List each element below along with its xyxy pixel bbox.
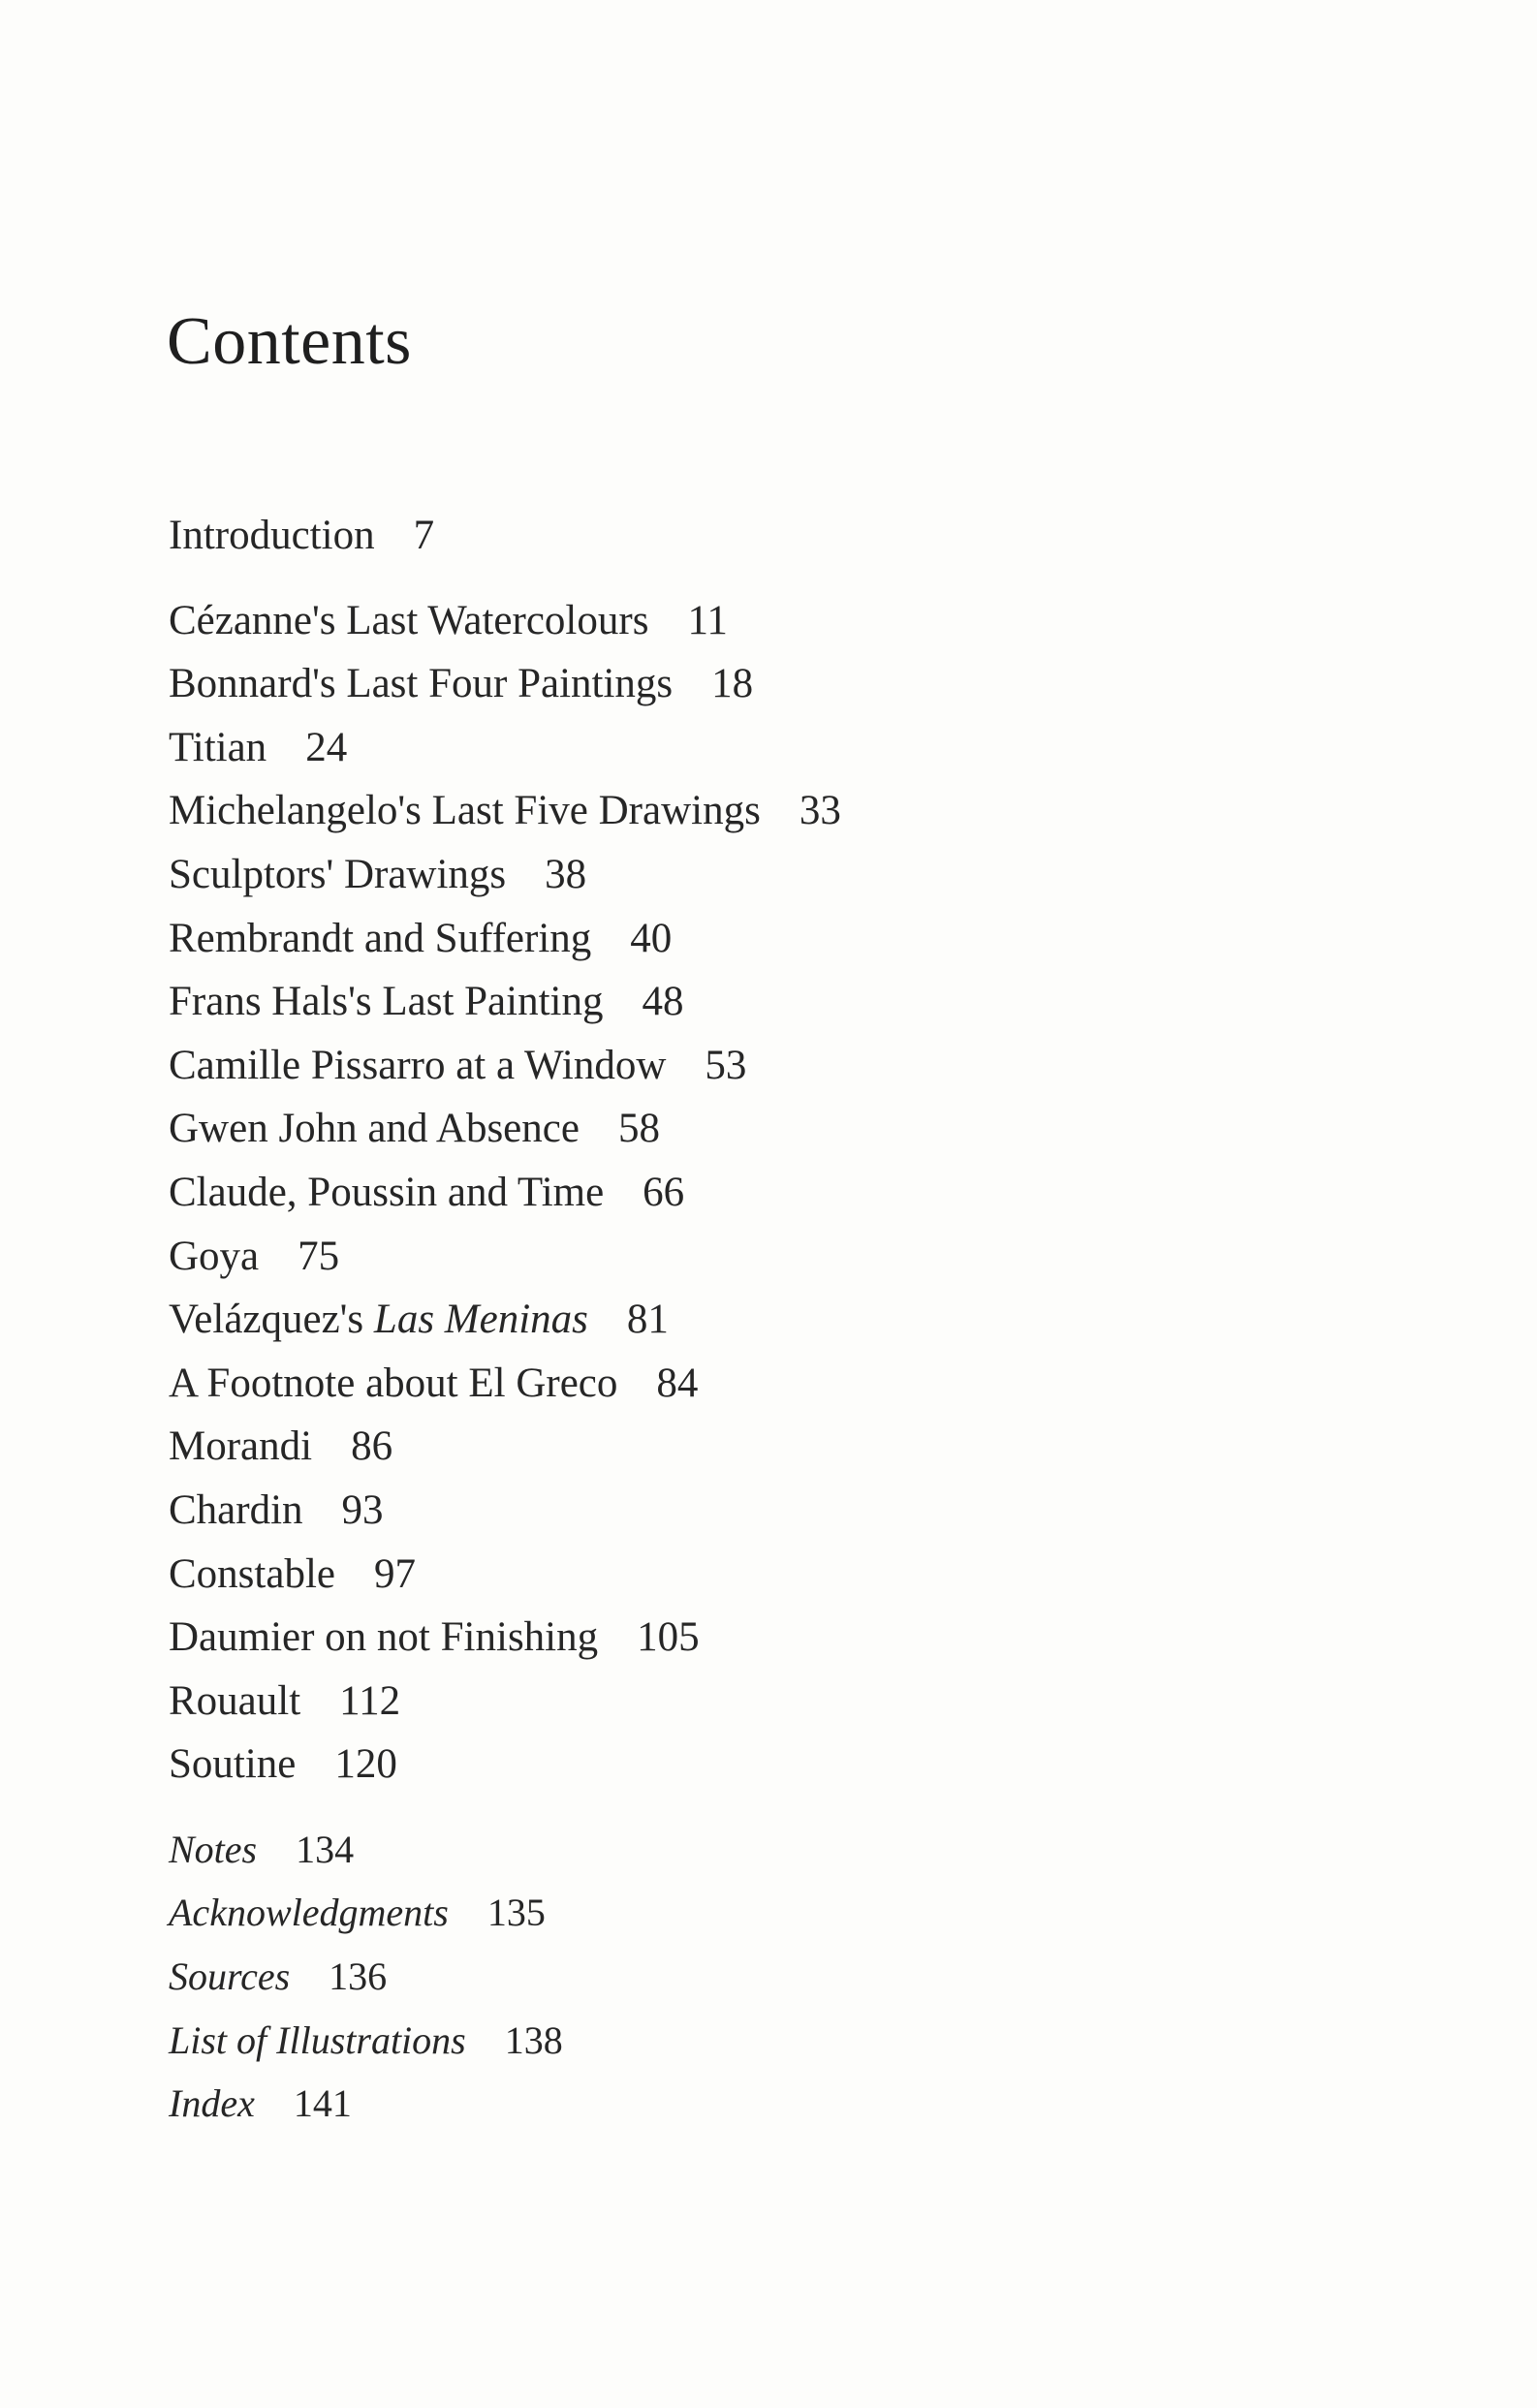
- toc-entry-page: 53: [705, 1042, 747, 1088]
- toc-entry-page: 33: [799, 788, 841, 834]
- toc-entry-page: 84: [656, 1360, 699, 1406]
- toc-entry-title: Camille Pissarro at a Window: [169, 1042, 667, 1088]
- group-spacer: [169, 1797, 1332, 1818]
- toc-entry: [169, 779, 1332, 843]
- toc-entry: [169, 1352, 1332, 1416]
- toc-entry-page: 11: [687, 597, 728, 643]
- toc-entry-page: 66: [643, 1169, 685, 1215]
- toc-entry: [169, 1479, 1332, 1543]
- toc-entry-title: Bonnard's Last Four Paintings: [169, 661, 674, 707]
- toc-entry-title: Sculptors' Drawings: [169, 851, 507, 897]
- toc-entry-title: Goya: [169, 1233, 260, 1279]
- toc-entry-title-prefix: Velázquez's: [169, 1297, 374, 1343]
- back-matter-list: [169, 1818, 1332, 2136]
- toc-entry: [169, 1415, 1332, 1479]
- toc-entry: [169, 1818, 1332, 1882]
- toc-entry-title: [169, 1297, 588, 1342]
- toc-entry-title: Morandi: [169, 1423, 313, 1470]
- toc-entry-page: 7: [413, 513, 435, 558]
- toc-entry-page: 24: [305, 724, 348, 770]
- toc-entry-title: Soutine: [169, 1741, 297, 1788]
- toc-entry-title-italic: Las Meninas: [373, 1297, 588, 1343]
- toc-entry-title: Acknowledgments: [169, 1891, 449, 1935]
- toc-entry-page: 136: [329, 1955, 388, 1999]
- toc-entry-page: 105: [637, 1614, 700, 1661]
- toc-entry: [169, 504, 1332, 568]
- toc-entry: [169, 970, 1332, 1034]
- toc-entry-title: Frans Hals's Last Painting: [169, 979, 604, 1025]
- toc-entry-title: List of Illustrations: [169, 2017, 466, 2062]
- toc-entry-page: 75: [298, 1233, 340, 1279]
- toc-entry-page: 138: [504, 2017, 563, 2062]
- toc-entry-page: 135: [486, 1891, 546, 1935]
- toc-entry: [169, 1161, 1332, 1225]
- toc-entry: [169, 589, 1332, 653]
- toc-entry: [169, 1034, 1332, 1098]
- toc-entry-title: A Footnote about El Greco: [169, 1360, 618, 1406]
- toc-entry-page: 141: [293, 2081, 352, 2126]
- page-title: Contents: [167, 304, 412, 379]
- toc-entry: [169, 843, 1332, 907]
- toc-entry-page: 38: [545, 851, 587, 897]
- toc-entry: [169, 1670, 1332, 1734]
- toc-entry-page: 93: [341, 1486, 384, 1533]
- toc-entry-title: Rouault: [169, 1677, 301, 1724]
- group-spacer: [169, 568, 1332, 589]
- toc-entry: [169, 907, 1332, 971]
- toc-entry-title: Cézanne's Last Watercolours: [169, 597, 649, 643]
- toc-entry-title: Index: [169, 2081, 255, 2126]
- toc-entry: [169, 1606, 1332, 1670]
- toc-entry-title: Sources: [169, 1955, 291, 1999]
- toc-entry-page: 112: [339, 1677, 401, 1724]
- toc-entry: [169, 1945, 1332, 2009]
- toc-entry-page: 18: [711, 661, 754, 707]
- toc-entry-title: Daumier on not Finishing: [169, 1614, 599, 1661]
- toc-entry-title: Chardin: [169, 1486, 303, 1533]
- toc-entry-page: 81: [626, 1297, 669, 1343]
- toc-entry-title: Gwen John and Absence: [169, 1106, 580, 1152]
- toc-entry: [169, 716, 1332, 780]
- toc-entry-title: Introduction: [169, 513, 375, 558]
- toc-entry-title: Claude, Poussin and Time: [169, 1169, 605, 1215]
- toc-entry: [169, 2009, 1332, 2073]
- toc-entry: [169, 1097, 1332, 1161]
- toc-entry-page: 97: [373, 1550, 416, 1597]
- toc-entry-page: 86: [351, 1423, 393, 1470]
- toc-entry: [169, 652, 1332, 716]
- toc-entry-title: Rembrandt and Suffering: [169, 915, 592, 961]
- toc-entry-title: Titian: [169, 724, 267, 770]
- toc-entry-page: 40: [630, 915, 673, 961]
- toc-entry-title: Notes: [169, 1827, 258, 1871]
- toc-entry-page: 48: [642, 979, 684, 1025]
- toc-entry-page: 58: [617, 1106, 660, 1152]
- toc-entry-page: 134: [296, 1827, 355, 1871]
- chapter-list: [169, 589, 1332, 1797]
- toc-entry: [169, 1288, 1332, 1352]
- toc-entry-page: 120: [334, 1741, 397, 1788]
- toc-entry: [169, 1543, 1332, 1607]
- table-of-contents: [169, 504, 1332, 2136]
- toc-entry: [169, 1733, 1332, 1797]
- toc-entry: [169, 1225, 1332, 1289]
- toc-entry: [169, 1881, 1332, 1945]
- toc-entry-title: Constable: [169, 1550, 335, 1597]
- toc-entry: [169, 2072, 1332, 2136]
- toc-entry-title: Michelangelo's Last Five Drawings: [169, 788, 761, 834]
